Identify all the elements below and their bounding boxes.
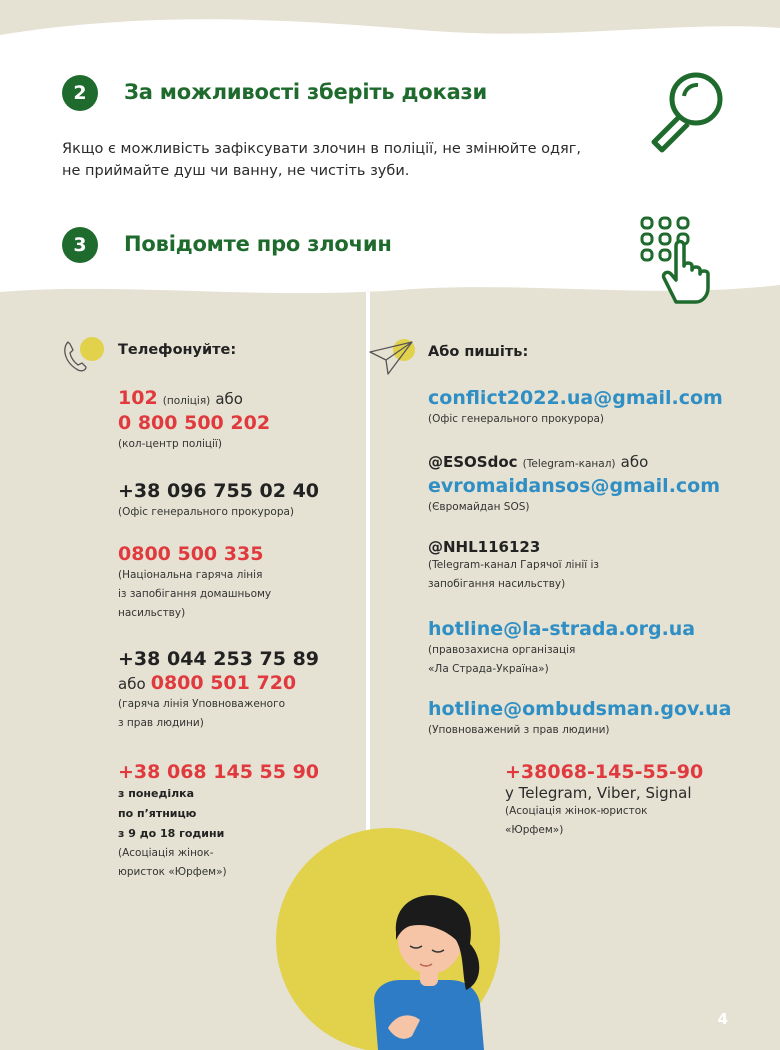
ombudsman-hotline-number[interactable]: 0800 501 720 xyxy=(150,672,297,694)
step-3-title: Повідомте про злочин xyxy=(124,232,392,256)
step-number-2: 2 xyxy=(62,75,98,111)
magnifier-icon xyxy=(640,66,730,156)
nhl-entry: @NHL116123 (Telegram-канал Гарячої лінії із запобігання насильству) xyxy=(428,538,599,590)
page-number: 4 xyxy=(717,1010,728,1028)
esos-entry: @ESOSdoc (Telegram-канал) або evromaidansos@gmail.com (Євромайдан SOS) xyxy=(428,453,721,513)
police-contacts: 102 (поліція) або 0 800 500 202 (кол-центр поліції) xyxy=(118,387,271,450)
call-heading: Телефонуйте: xyxy=(118,342,237,358)
prosecutor-phone: +38 096 755 02 40 (Офіс генерального прокурора) xyxy=(118,480,320,518)
jurfem-number[interactable]: +38 068 145 55 90 xyxy=(118,761,320,783)
paper-plane-icon xyxy=(366,334,420,378)
jurfem-phone: +38 068 145 55 90 з понеділка по п’ятницю з 9 до 18 години (Асоціація жінок- юристок «Юрфем») xyxy=(118,761,320,878)
jurfem-messenger-entry: +38068-145-55-90 у Telegram, Viber, Signal (Асоціація жінок-юристок «Юрфем») xyxy=(505,761,704,836)
woman-illustration xyxy=(270,822,510,1050)
violence-hotline: 0800 500 335 (Національна гаряча лінія із запобігання домашньому насильству) xyxy=(118,543,272,619)
nhl-telegram-handle[interactable]: @NHL116123 xyxy=(428,538,541,556)
police-callcenter-number[interactable]: 0 800 500 202 xyxy=(118,412,271,434)
ombudsman-number[interactable]: +38 044 253 75 89 xyxy=(118,648,320,670)
esos-telegram-handle[interactable]: @ESOSdoc xyxy=(428,453,518,471)
violence-hotline-number[interactable]: 0800 500 335 xyxy=(118,543,264,565)
step-2-title: За можливості зберіть докази xyxy=(124,80,488,104)
evidence-instructions: Якщо є можливість зафіксувати злочин в поліції, не змінюйте одяг, не приймайте душ чи ванну, не чистіть зуби. xyxy=(62,141,581,179)
ombudsman-email[interactable]: hotline@ombudsman.gov.ua xyxy=(428,698,732,720)
write-heading: Або пишіть: xyxy=(428,344,529,360)
prosecutor-email[interactable]: conflict2022.ua@gmail.com xyxy=(428,387,723,409)
lastrada-entry: hotline@la-strada.org.ua (правозахисна організація «Ла Страда-Україна») xyxy=(428,618,696,675)
prosecutor-email-entry: conflict2022.ua@gmail.com (Офіс генерального прокурора) xyxy=(428,387,723,425)
lastrada-email[interactable]: hotline@la-strada.org.ua xyxy=(428,618,696,640)
ombudsman-email-entry: hotline@ombudsman.gov.ua (Уповноважений з прав людини) xyxy=(428,698,732,736)
keypad-touch-icon xyxy=(636,212,732,308)
jurfem-messenger-number[interactable]: +38068-145-55-90 xyxy=(505,761,704,783)
police-number[interactable]: 102 xyxy=(118,387,158,409)
ombudsman-phones: +38 044 253 75 89 або 0800 501 720 (гаряча лінія Уповноваженого з прав людини) xyxy=(118,648,320,729)
step-number-3: 3 xyxy=(62,227,98,263)
prosecutor-number[interactable]: +38 096 755 02 40 xyxy=(118,480,320,502)
phone-icon xyxy=(56,332,108,376)
evromaidan-email[interactable]: evromaidansos@gmail.com xyxy=(428,475,721,497)
